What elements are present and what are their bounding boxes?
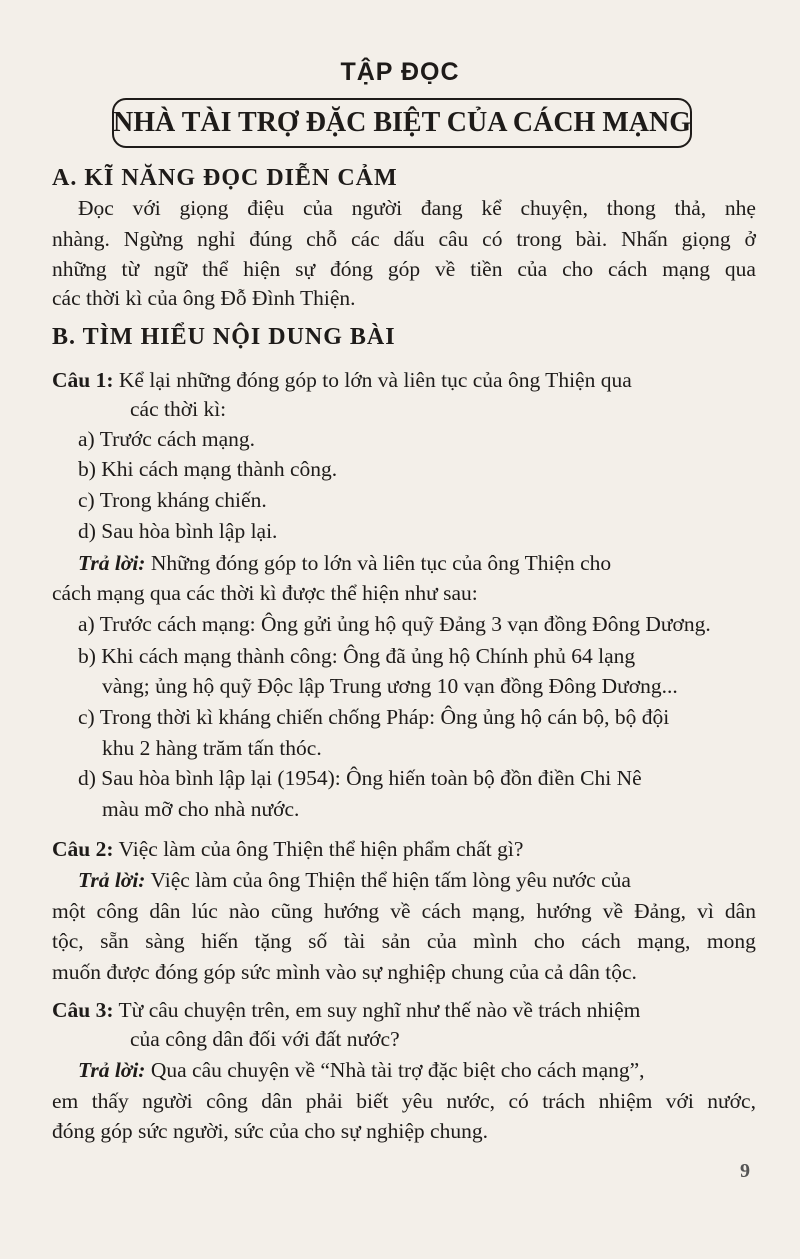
word: mình — [473, 929, 518, 953]
word: mạng — [662, 257, 711, 281]
word: bài. — [575, 227, 608, 251]
word: ngữ — [154, 257, 188, 281]
word: mong — [706, 929, 756, 953]
word: kể — [481, 196, 502, 220]
word: thả, — [674, 196, 707, 220]
word: của — [303, 196, 333, 220]
word: Đảng, — [634, 899, 687, 923]
question-2 — [52, 839, 523, 861]
word: hiện — [243, 257, 281, 281]
word: của — [426, 929, 457, 953]
word: với — [665, 1089, 694, 1113]
q2-answer-line-2 — [52, 901, 756, 923]
word: cách — [421, 899, 462, 923]
q1-option-c: c) Trong kháng chiến. — [78, 488, 267, 512]
word: nhàng. — [52, 227, 110, 251]
part-a-heading: A. KĨ NĂNG ĐỌC DIỄN CẢM — [52, 165, 398, 191]
word: cách — [581, 929, 621, 953]
q1-answer-label: Trả lời: — [78, 551, 146, 575]
word: vì — [697, 899, 714, 923]
q3-answer-line-2 — [52, 1091, 756, 1113]
word: nhẹ — [724, 196, 756, 220]
q1-option-a: a) Trước cách mạng. — [78, 427, 256, 451]
word: nghỉ — [197, 227, 236, 251]
word: dân — [149, 899, 181, 923]
word: về — [435, 257, 456, 281]
word: một — [52, 899, 86, 923]
q1-answer-c-2: khu 2 hàng trăm tấn thóc. — [102, 736, 322, 760]
word: đóng — [330, 257, 374, 281]
q1-answer-c-1: c) Trong thời kì kháng chiến chống Pháp: Ông ủng hộ cán bộ, bộ đội — [78, 705, 670, 729]
part-a-line-1 — [78, 198, 756, 220]
q1-answer-d-2: màu mỡ cho nhà nước. — [102, 797, 300, 821]
word: em — [52, 1089, 79, 1113]
word: về — [390, 899, 411, 923]
q2-answer-line-4: muốn được đóng góp sức mình vào sự nghiệp chung của cả dân tộc. — [52, 960, 637, 984]
word: mạng, — [472, 899, 526, 923]
word: nước, — [707, 1089, 756, 1113]
word: người — [142, 1089, 193, 1113]
question-3-text-2: của công dân đối với đất nước? — [130, 1027, 400, 1051]
q1-answer-a: a) Trước cách mạng: Ông gửi ủng hộ quỹ Đảng 3 vạn đồng Đông Dương. — [78, 612, 711, 636]
word: tài — [343, 929, 366, 953]
word: giọng — [179, 196, 229, 220]
word: mạng, — [637, 929, 691, 953]
word: hướng — [323, 899, 380, 923]
word: phải — [305, 1089, 343, 1113]
word: tộc, — [52, 929, 84, 953]
word: nhiệm — [598, 1089, 653, 1113]
word: chuyện, — [520, 196, 588, 220]
word: người — [351, 196, 403, 220]
question-1 — [52, 370, 756, 392]
question-3-label: Câu 3: — [52, 998, 114, 1022]
q1-answer-b-2: vàng; ủng hộ quỹ Độc lập Trung ương 10 vạn đồng Đông Dương... — [102, 674, 678, 698]
word: nước, — [446, 1089, 496, 1113]
q3-answer — [78, 1060, 645, 1082]
q2-answer — [78, 870, 631, 892]
word: ở — [744, 227, 756, 251]
word: có — [482, 227, 503, 251]
q2-answer-label: Trả lời: — [78, 868, 146, 892]
word: trách — [542, 1089, 586, 1113]
word: hiến — [201, 929, 239, 953]
question-3-text: Từ câu chuyện trên, em suy nghĩ như thế nào về trách nhiệm — [118, 998, 641, 1022]
word: Đọc — [78, 196, 114, 220]
word: số — [308, 929, 328, 953]
question-3 — [52, 1000, 640, 1022]
q3-answer-text: Qua câu chuyện về “Nhà tài trợ đặc biệt cho cách mạng”, — [150, 1058, 645, 1082]
word: cách — [607, 257, 648, 281]
word: những — [52, 257, 107, 281]
word: Ngừng — [123, 227, 184, 251]
word: công — [206, 1089, 248, 1113]
word: dấu — [393, 227, 425, 251]
q1-answer-b-1: b) Khi cách mạng thành công: Ông đã ủng hộ Chính phủ 64 lạng — [78, 644, 636, 668]
page-number: 9 — [740, 1160, 750, 1182]
word: tiền — [470, 257, 503, 281]
word: nào — [228, 899, 260, 923]
word: đúng — [249, 227, 293, 251]
q2-answer-text: Việc làm của ông Thiện thể hiện tấm lòng yêu nước của — [150, 868, 631, 892]
part-a-line-3 — [52, 259, 756, 281]
word: thấy — [91, 1089, 129, 1113]
word: Nhấn — [621, 227, 668, 251]
word: dân — [724, 899, 756, 923]
q2-answer-line-3 — [52, 931, 756, 953]
part-a-line-2 — [52, 229, 756, 251]
word: dân — [261, 1089, 293, 1113]
word: của — [517, 257, 548, 281]
lesson-title: NHÀ TÀI TRỢ ĐẶC BIỆT CỦA CÁCH MẠNG — [112, 98, 692, 148]
q1-option-b: b) Khi cách mạng thành công. — [78, 457, 338, 481]
word: về — [602, 899, 623, 923]
q1-answer-d-1: d) Sau hòa bình lập lại (1954): Ông hiến toàn bộ đồn điền Chi Nê — [78, 766, 642, 790]
part-b-heading: B. TÌM HIỂU NỘI DUNG BÀI — [52, 324, 396, 350]
word: tặng — [254, 929, 292, 953]
word: với — [132, 196, 161, 220]
word: qua — [724, 257, 756, 281]
word: thong — [606, 196, 656, 220]
q1-option-d: d) Sau hòa bình lập lại. — [78, 519, 278, 543]
word: điệu — [247, 196, 285, 220]
word: cũng — [271, 899, 313, 923]
word: các — [351, 227, 380, 251]
word: thể — [202, 257, 229, 281]
word: cho — [562, 257, 594, 281]
word: trong — [516, 227, 562, 251]
word: hướng — [536, 899, 592, 923]
question-2-label: Câu 2: — [52, 837, 114, 861]
word: góp — [387, 257, 421, 281]
word: lúc — [191, 899, 218, 923]
word: sản — [381, 929, 411, 953]
q1-answer — [78, 553, 611, 575]
word: yêu — [401, 1089, 433, 1113]
part-a-line-4: các thời kì của ông Đỗ Đình Thiện. — [52, 286, 356, 310]
word: công — [96, 899, 139, 923]
word: biết — [356, 1089, 389, 1113]
word: câu — [438, 227, 469, 251]
q3-answer-line-3: đóng góp sức người, sức của cho sự nghiệp chung. — [52, 1119, 488, 1143]
word: giọng — [681, 227, 731, 251]
word: đang — [420, 196, 463, 220]
q1-answer-text: Những đóng góp to lớn và liên tục của ông Thiện cho — [150, 551, 612, 575]
word: sàng — [145, 929, 185, 953]
word: từ — [121, 257, 140, 281]
q3-answer-label: Trả lời: — [78, 1058, 146, 1082]
q1-answer-line-2: cách mạng qua các thời kì được thể hiện như sau: — [52, 581, 478, 605]
word: có — [508, 1089, 529, 1113]
section-label: TẬP ĐỌC — [340, 58, 460, 86]
question-1-label: Câu 1: — [52, 368, 114, 392]
word: chỗ — [306, 227, 338, 251]
question-1-text-2: các thời kì: — [130, 397, 227, 421]
question-1-text: Kể lại những đóng góp to lớn và liên tục của ông Thiện qua — [118, 368, 632, 392]
word: sẵn — [100, 929, 129, 953]
word: cho — [533, 929, 565, 953]
word: sự — [295, 257, 316, 281]
question-2-text: Việc làm của ông Thiện thể hiện phẩm chất gì? — [118, 837, 524, 861]
